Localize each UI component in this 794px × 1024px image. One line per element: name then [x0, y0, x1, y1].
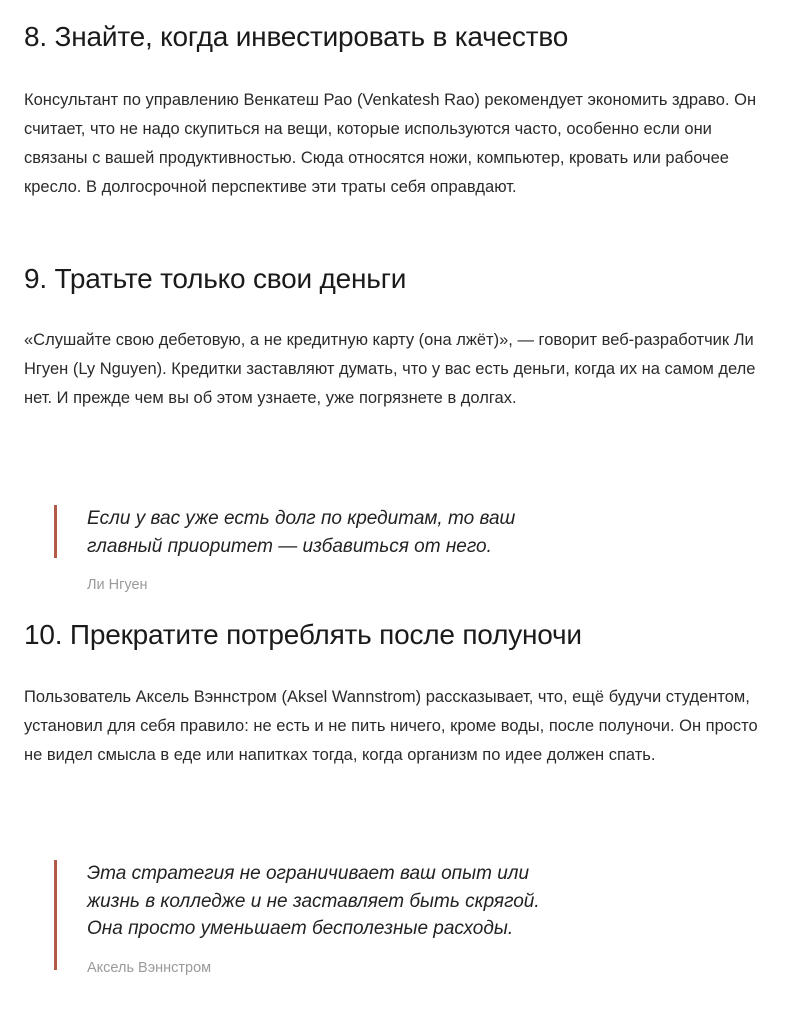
quote-bar — [54, 505, 57, 558]
section-8-body: Консультант по управлению Венкатеш Рао (Venkatesh Rao) рекомендует экономить здраво. Он считает, что не надо скупиться на вещи, которые используются часто, особенно если они связаны с вашей продуктивностью. Сюда относятся ножи, компьютер, кровать или рабочее кресло. В долгосрочной перспективе эти траты себя оправдают. — [24, 91, 757, 196]
quote-bar — [54, 860, 57, 970]
section-9-title: 9. Тратьте только свои деньги — [24, 263, 407, 294]
section-10-body: Пользователь Аксель Вэннстром (Aksel Wannstrom) рассказывает, что, ещё будучи студентом, установил для себя правило: не есть и не пить ничего, кроме воды, после полуночи. Он просто не видел смысла в еде или напитках тогда, когда организм по идее должен спать. — [24, 688, 758, 764]
quote-author: Аксель Вэннстром — [87, 959, 212, 976]
section-10-title: 10. Прекратите потреблять после полуночи — [24, 619, 582, 650]
quote-text: Если у вас уже есть долг по кредитам, то ваш главный приоритет — избавиться от него. — [87, 508, 516, 557]
section-9-quote — [54, 505, 547, 594]
quote-author: Ли Нгуен — [87, 577, 148, 593]
quote-text: Эта стратегия не ограничивает ваш опыт или жизнь в колледже и не заставляет быть скрягой. Она просто уменьшает бесполезные расходы. — [87, 863, 540, 939]
section-10-quote — [54, 860, 547, 977]
section-9-body: «Слушайте свою дебетовую, а не кредитную карту (она лжёт)», — говорит веб-разработчик Ли Нгуен (Ly Nguyen). Кредитки заставляют думать, что у вас есть деньги, когда их на самом деле нет. И прежде чем вы об этом узнаете, уже погрязнете в долгах. — [24, 331, 756, 407]
section-8-title: 8. Знайте, когда инвестировать в качество — [24, 21, 569, 52]
